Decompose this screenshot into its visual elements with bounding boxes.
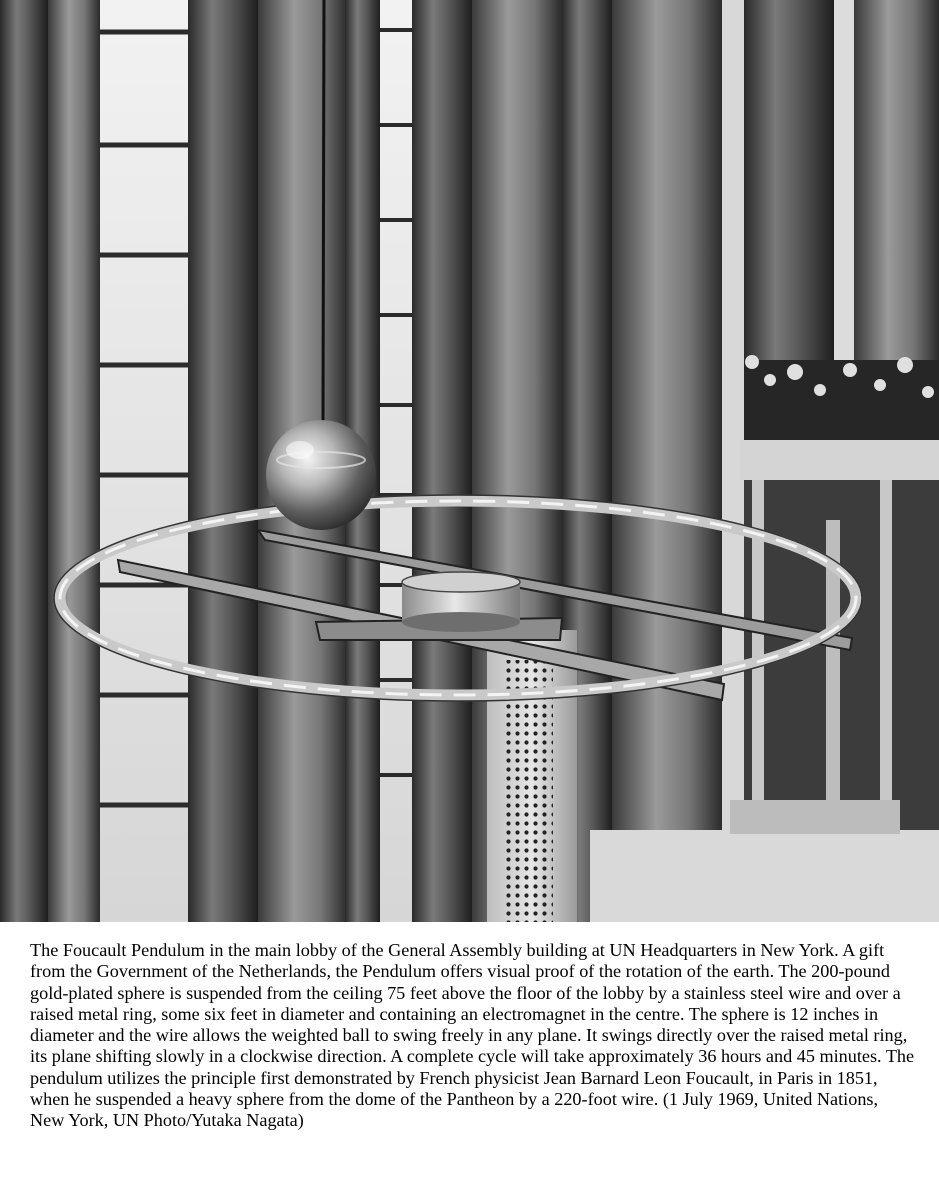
photo-caption: The Foucault Pendulum in the main lobby of the General Assembly building at UN Headquarters in New York. A gift from the Government of the Netherlands, the Pendulum offers visual proof of the rotation of the earth. The 200-pound gold-plated sphere is suspended from the ceiling 75 feet above the floor of the lobby by a stainless steel wire and over a raised metal ring, some six feet in diameter and containing an electromagnet in the centre. The sphere is 12 inches in diameter and the wire allows the weighted ball to swing freely in any plane. It swings directly over the raised metal ring, its plane shifting slowly in a clockwise direction. A complete cycle will take approximately 36 hours and 45 minutes. The pendulum utilizes the principle first demonstrated by French physicist Jean Barnard Leon Foucault, in Paris in 1851, when he suspended a heavy sphere from the dome of the Pantheon by a 220-foot wire. (1 July 1969, United Nations, New York, UN Photo/Yutaka Nagata) <box>30 940 915 1131</box>
